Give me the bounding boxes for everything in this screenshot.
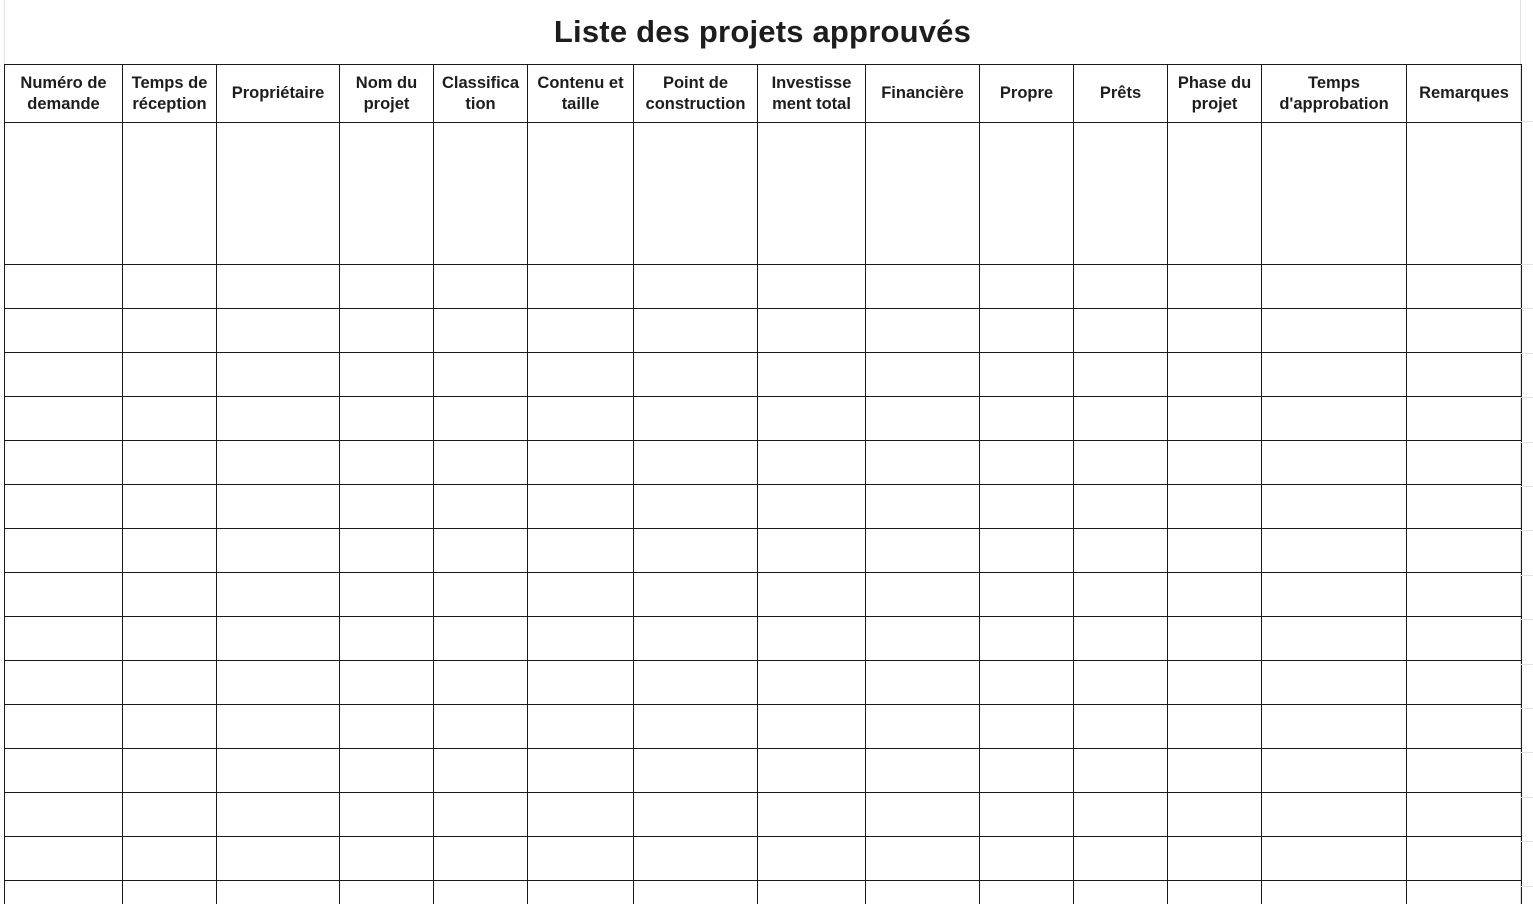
table-row — [5, 353, 1522, 397]
table-cell[interactable] — [866, 881, 980, 904]
table-cell[interactable] — [528, 441, 634, 485]
table-cell[interactable] — [528, 309, 634, 353]
column-header[interactable]: Temps d'approbation — [1262, 65, 1407, 123]
table-cell[interactable] — [866, 529, 980, 573]
table-cell[interactable] — [1168, 793, 1262, 837]
table-cell[interactable] — [634, 441, 758, 485]
table-cell[interactable] — [340, 529, 434, 573]
table-cell[interactable] — [5, 397, 123, 441]
table-cell[interactable] — [1168, 617, 1262, 661]
table-cell[interactable] — [340, 749, 434, 793]
table-cell[interactable] — [1262, 309, 1407, 353]
table-cell[interactable] — [123, 793, 217, 837]
table-cell[interactable] — [434, 617, 528, 661]
table-cell[interactable] — [5, 617, 123, 661]
table-cell[interactable] — [1074, 309, 1168, 353]
table-cell[interactable] — [866, 705, 980, 749]
gridline — [1521, 708, 1533, 709]
table-cell[interactable] — [1074, 123, 1168, 265]
table-cell[interactable] — [1262, 837, 1407, 881]
table-cell[interactable] — [123, 573, 217, 617]
table-cell[interactable] — [123, 837, 217, 881]
table-cell[interactable] — [634, 397, 758, 441]
table-cell[interactable] — [123, 353, 217, 397]
table-cell[interactable] — [217, 661, 340, 705]
table-cell[interactable] — [528, 749, 634, 793]
table-cell[interactable] — [1168, 573, 1262, 617]
table-cell[interactable] — [217, 837, 340, 881]
table-cell[interactable] — [5, 793, 123, 837]
table-cell[interactable] — [980, 749, 1074, 793]
table-cell[interactable] — [1074, 749, 1168, 793]
table-cell[interactable] — [758, 705, 866, 749]
table-cell[interactable] — [634, 123, 758, 265]
table-cell[interactable] — [5, 529, 123, 573]
gridline — [1521, 841, 1533, 842]
table-cell[interactable] — [1407, 793, 1522, 837]
table-cell[interactable] — [980, 661, 1074, 705]
table-cell[interactable] — [1168, 397, 1262, 441]
table-cell[interactable] — [866, 617, 980, 661]
table-cell[interactable] — [1168, 309, 1262, 353]
table-cell[interactable] — [980, 309, 1074, 353]
table-cell[interactable] — [528, 617, 634, 661]
table-cell[interactable] — [434, 573, 528, 617]
table-cell[interactable] — [758, 441, 866, 485]
table-cell[interactable] — [340, 793, 434, 837]
table-cell[interactable] — [866, 749, 980, 793]
gridline — [1521, 797, 1533, 798]
table-cell[interactable] — [980, 705, 1074, 749]
table-row — [5, 661, 1522, 705]
gridline — [1521, 886, 1533, 887]
table-cell[interactable] — [528, 485, 634, 529]
table-cell[interactable] — [1262, 749, 1407, 793]
table-cell[interactable] — [340, 837, 434, 881]
table-cell[interactable] — [217, 353, 340, 397]
table-cell[interactable] — [123, 485, 217, 529]
table-cell[interactable] — [1407, 485, 1522, 529]
table-cell[interactable] — [1074, 661, 1168, 705]
table-cell[interactable] — [1407, 881, 1522, 904]
table-cell[interactable] — [340, 309, 434, 353]
table-cell[interactable] — [217, 441, 340, 485]
table-cell[interactable] — [758, 397, 866, 441]
table-row — [5, 793, 1522, 837]
table-cell[interactable] — [634, 529, 758, 573]
table-cell[interactable] — [5, 749, 123, 793]
table-cell[interactable] — [1168, 353, 1262, 397]
table-cell[interactable] — [217, 617, 340, 661]
table-cell[interactable] — [866, 353, 980, 397]
table-cell[interactable] — [1074, 705, 1168, 749]
table-cell[interactable] — [758, 573, 866, 617]
table-cell[interactable] — [866, 485, 980, 529]
table-cell[interactable] — [1407, 661, 1522, 705]
table-cell[interactable] — [434, 265, 528, 309]
table-cell[interactable] — [528, 705, 634, 749]
table-cell[interactable] — [5, 353, 123, 397]
table-cell[interactable] — [634, 573, 758, 617]
table-cell[interactable] — [1407, 617, 1522, 661]
table-cell[interactable] — [980, 793, 1074, 837]
table-cell[interactable] — [528, 881, 634, 904]
table-cell[interactable] — [1262, 881, 1407, 904]
table-cell[interactable] — [866, 123, 980, 265]
column-header[interactable]: Investisse ment total — [758, 65, 866, 123]
table-cell[interactable] — [1168, 705, 1262, 749]
table-cell[interactable] — [434, 837, 528, 881]
table-cell[interactable] — [217, 123, 340, 265]
table-cell[interactable] — [1074, 265, 1168, 309]
table-cell[interactable] — [1262, 617, 1407, 661]
table-cell[interactable] — [340, 573, 434, 617]
table-cell[interactable] — [1262, 397, 1407, 441]
table-cell[interactable] — [1262, 705, 1407, 749]
table-row — [5, 617, 1522, 661]
table-cell[interactable] — [5, 309, 123, 353]
table-cell[interactable] — [217, 881, 340, 904]
column-header[interactable]: Numéro de demande — [5, 65, 123, 123]
table-cell[interactable] — [434, 353, 528, 397]
table-cell[interactable] — [434, 793, 528, 837]
table-cell[interactable] — [1262, 123, 1407, 265]
table-cell[interactable] — [1074, 441, 1168, 485]
table-cell[interactable] — [634, 353, 758, 397]
table-cell[interactable] — [217, 573, 340, 617]
table-cell[interactable] — [340, 353, 434, 397]
table-cell[interactable] — [866, 793, 980, 837]
table-cell[interactable] — [1168, 837, 1262, 881]
table-cell[interactable] — [434, 485, 528, 529]
table-row — [5, 397, 1522, 441]
gridline — [1521, 442, 1533, 443]
table-cell[interactable] — [123, 705, 217, 749]
table-cell[interactable] — [1074, 485, 1168, 529]
table-cell[interactable] — [1262, 441, 1407, 485]
gridline — [1521, 397, 1533, 398]
table-cell[interactable] — [1168, 485, 1262, 529]
table-cell[interactable] — [434, 309, 528, 353]
column-header[interactable]: Phase du projet — [1168, 65, 1262, 123]
table-cell[interactable] — [634, 485, 758, 529]
table-cell[interactable] — [1074, 837, 1168, 881]
table-cell[interactable] — [340, 881, 434, 904]
table-cell[interactable] — [1074, 353, 1168, 397]
table-cell[interactable] — [340, 397, 434, 441]
title-cell[interactable] — [5, 0, 1520, 64]
table-cell[interactable] — [217, 397, 340, 441]
table-cell[interactable] — [866, 573, 980, 617]
table-cell[interactable] — [434, 441, 528, 485]
table-cell[interactable] — [1407, 123, 1522, 265]
table-cell[interactable] — [980, 617, 1074, 661]
column-header[interactable]: Propre — [980, 65, 1074, 123]
table-cell[interactable] — [1407, 529, 1522, 573]
table-cell[interactable] — [123, 749, 217, 793]
table-cell[interactable] — [340, 485, 434, 529]
table-cell[interactable] — [5, 881, 123, 904]
table-cell[interactable] — [1074, 617, 1168, 661]
table-cell[interactable] — [980, 441, 1074, 485]
table-cell[interactable] — [5, 837, 123, 881]
table-cell[interactable] — [1074, 881, 1168, 904]
table-row — [5, 749, 1522, 793]
table-cell[interactable] — [634, 617, 758, 661]
table-cell[interactable] — [528, 837, 634, 881]
column-header[interactable]: Financière — [866, 65, 980, 123]
table-cell[interactable] — [1407, 309, 1522, 353]
table-cell[interactable] — [866, 309, 980, 353]
table-cell[interactable] — [528, 529, 634, 573]
table-cell[interactable] — [340, 123, 434, 265]
table-cell[interactable] — [758, 529, 866, 573]
table-cell[interactable] — [528, 793, 634, 837]
table-cell[interactable] — [123, 529, 217, 573]
table-cell[interactable] — [634, 793, 758, 837]
table-cell[interactable] — [758, 793, 866, 837]
table-cell[interactable] — [340, 617, 434, 661]
table-cell[interactable] — [634, 265, 758, 309]
table-cell[interactable] — [5, 441, 123, 485]
table-cell[interactable] — [1168, 881, 1262, 904]
table-cell[interactable] — [5, 661, 123, 705]
table-cell[interactable] — [123, 309, 217, 353]
table-cell[interactable] — [866, 441, 980, 485]
table-cell[interactable] — [5, 485, 123, 529]
table-cell[interactable] — [980, 397, 1074, 441]
table-cell[interactable] — [1168, 123, 1262, 265]
table-cell[interactable] — [123, 265, 217, 309]
gridline — [1521, 664, 1533, 665]
gridline — [1521, 752, 1533, 753]
table-row — [5, 265, 1522, 309]
column-header[interactable]: Propriétaire — [217, 65, 340, 123]
table-cell[interactable] — [528, 353, 634, 397]
table-cell[interactable] — [1262, 573, 1407, 617]
table-cell[interactable] — [123, 123, 217, 265]
column-header[interactable]: Contenu et taille — [528, 65, 634, 123]
table-row — [5, 573, 1522, 617]
table-cell[interactable] — [217, 529, 340, 573]
table-cell[interactable] — [5, 705, 123, 749]
table-cell[interactable] — [217, 309, 340, 353]
table-cell[interactable] — [1168, 265, 1262, 309]
table-cell[interactable] — [340, 441, 434, 485]
table-cell[interactable] — [758, 837, 866, 881]
table-cell[interactable] — [634, 749, 758, 793]
table-cell[interactable] — [980, 529, 1074, 573]
table-row — [5, 123, 1522, 265]
table-cell[interactable] — [1262, 793, 1407, 837]
table-row — [5, 441, 1522, 485]
table-cell[interactable] — [1262, 485, 1407, 529]
table-cell[interactable] — [123, 617, 217, 661]
table-row — [5, 705, 1522, 749]
table-cell[interactable] — [434, 881, 528, 904]
table-cell[interactable] — [434, 397, 528, 441]
table-cell[interactable] — [866, 265, 980, 309]
table-cell[interactable] — [1262, 353, 1407, 397]
gridline — [1521, 486, 1533, 487]
column-header[interactable]: Prêts — [1074, 65, 1168, 123]
gridline — [1521, 264, 1533, 265]
table-cell[interactable] — [758, 485, 866, 529]
table-cell[interactable] — [123, 441, 217, 485]
table-cell[interactable] — [758, 617, 866, 661]
table-row — [5, 837, 1522, 881]
table-cell[interactable] — [1407, 749, 1522, 793]
table-cell[interactable] — [1407, 353, 1522, 397]
gridline — [1521, 619, 1533, 620]
table-cell[interactable] — [1168, 749, 1262, 793]
table-cell[interactable] — [1168, 661, 1262, 705]
column-header[interactable]: Temps de réception — [123, 65, 217, 123]
table-cell[interactable] — [1074, 793, 1168, 837]
table-cell[interactable] — [980, 485, 1074, 529]
table-cell[interactable] — [123, 397, 217, 441]
table-cell[interactable] — [123, 661, 217, 705]
table-cell[interactable] — [528, 265, 634, 309]
table-cell[interactable] — [980, 837, 1074, 881]
table-cell[interactable] — [634, 837, 758, 881]
table-cell[interactable] — [866, 397, 980, 441]
table-cell[interactable] — [1407, 441, 1522, 485]
table-cell[interactable] — [528, 573, 634, 617]
table-cell[interactable] — [123, 881, 217, 904]
table-row — [5, 881, 1522, 904]
gridline — [1521, 121, 1533, 122]
table-cell[interactable] — [1074, 573, 1168, 617]
approved-projects-table — [4, 64, 1522, 904]
table-cell[interactable] — [340, 705, 434, 749]
table-cell[interactable] — [434, 123, 528, 265]
table-cell[interactable] — [758, 309, 866, 353]
table-cell[interactable] — [1074, 529, 1168, 573]
table-row — [5, 309, 1522, 353]
header-row — [5, 65, 1522, 123]
table-cell[interactable] — [634, 705, 758, 749]
table-cell[interactable] — [434, 661, 528, 705]
column-header[interactable]: Nom du projet — [340, 65, 434, 123]
gridline — [1521, 353, 1533, 354]
table-cell[interactable] — [217, 705, 340, 749]
gridline — [1521, 530, 1533, 531]
table-cell[interactable] — [434, 749, 528, 793]
table-cell[interactable] — [434, 529, 528, 573]
table-cell[interactable] — [758, 353, 866, 397]
table-cell[interactable] — [980, 265, 1074, 309]
table-cell[interactable] — [1074, 397, 1168, 441]
table-cell[interactable] — [5, 123, 123, 265]
table-cell[interactable] — [980, 353, 1074, 397]
table-cell[interactable] — [980, 123, 1074, 265]
table-cell[interactable] — [528, 123, 634, 265]
table-cell[interactable] — [758, 661, 866, 705]
table-cell[interactable] — [1407, 265, 1522, 309]
table-cell[interactable] — [1407, 837, 1522, 881]
table-cell[interactable] — [434, 705, 528, 749]
table-cell[interactable] — [528, 661, 634, 705]
table-cell[interactable] — [1407, 573, 1522, 617]
table-row — [5, 485, 1522, 529]
column-header[interactable]: Classifica tion — [434, 65, 528, 123]
sheet-title: Liste des projets approuvés — [553, 14, 972, 49]
table-cell[interactable] — [340, 265, 434, 309]
table-cell[interactable] — [634, 661, 758, 705]
table-cell[interactable] — [980, 881, 1074, 904]
table-cell[interactable] — [980, 573, 1074, 617]
gridline — [1521, 575, 1533, 576]
table-cell[interactable] — [758, 265, 866, 309]
table-cell[interactable] — [1168, 529, 1262, 573]
gridline — [1521, 308, 1533, 309]
table-cell[interactable] — [1168, 441, 1262, 485]
table-cell[interactable] — [217, 265, 340, 309]
column-header[interactable]: Remarques — [1407, 65, 1522, 123]
table-cell[interactable] — [758, 749, 866, 793]
table-cell[interactable] — [1262, 661, 1407, 705]
table-cell[interactable] — [1262, 265, 1407, 309]
table-cell[interactable] — [217, 749, 340, 793]
table-cell[interactable] — [217, 485, 340, 529]
table-cell[interactable] — [5, 573, 123, 617]
table-cell[interactable] — [1407, 397, 1522, 441]
table-row — [5, 529, 1522, 573]
column-header[interactable]: Point de construction — [634, 65, 758, 123]
table-cell[interactable] — [528, 397, 634, 441]
table-cell[interactable] — [1407, 705, 1522, 749]
table-cell[interactable] — [1262, 529, 1407, 573]
table-cell[interactable] — [217, 793, 340, 837]
table-cell[interactable] — [634, 881, 758, 904]
table-cell[interactable] — [758, 123, 866, 265]
table-cell[interactable] — [5, 265, 123, 309]
table-cell[interactable] — [866, 837, 980, 881]
table-cell[interactable] — [634, 309, 758, 353]
table-cell[interactable] — [866, 661, 980, 705]
table-cell[interactable] — [340, 661, 434, 705]
table-cell[interactable] — [758, 881, 866, 904]
